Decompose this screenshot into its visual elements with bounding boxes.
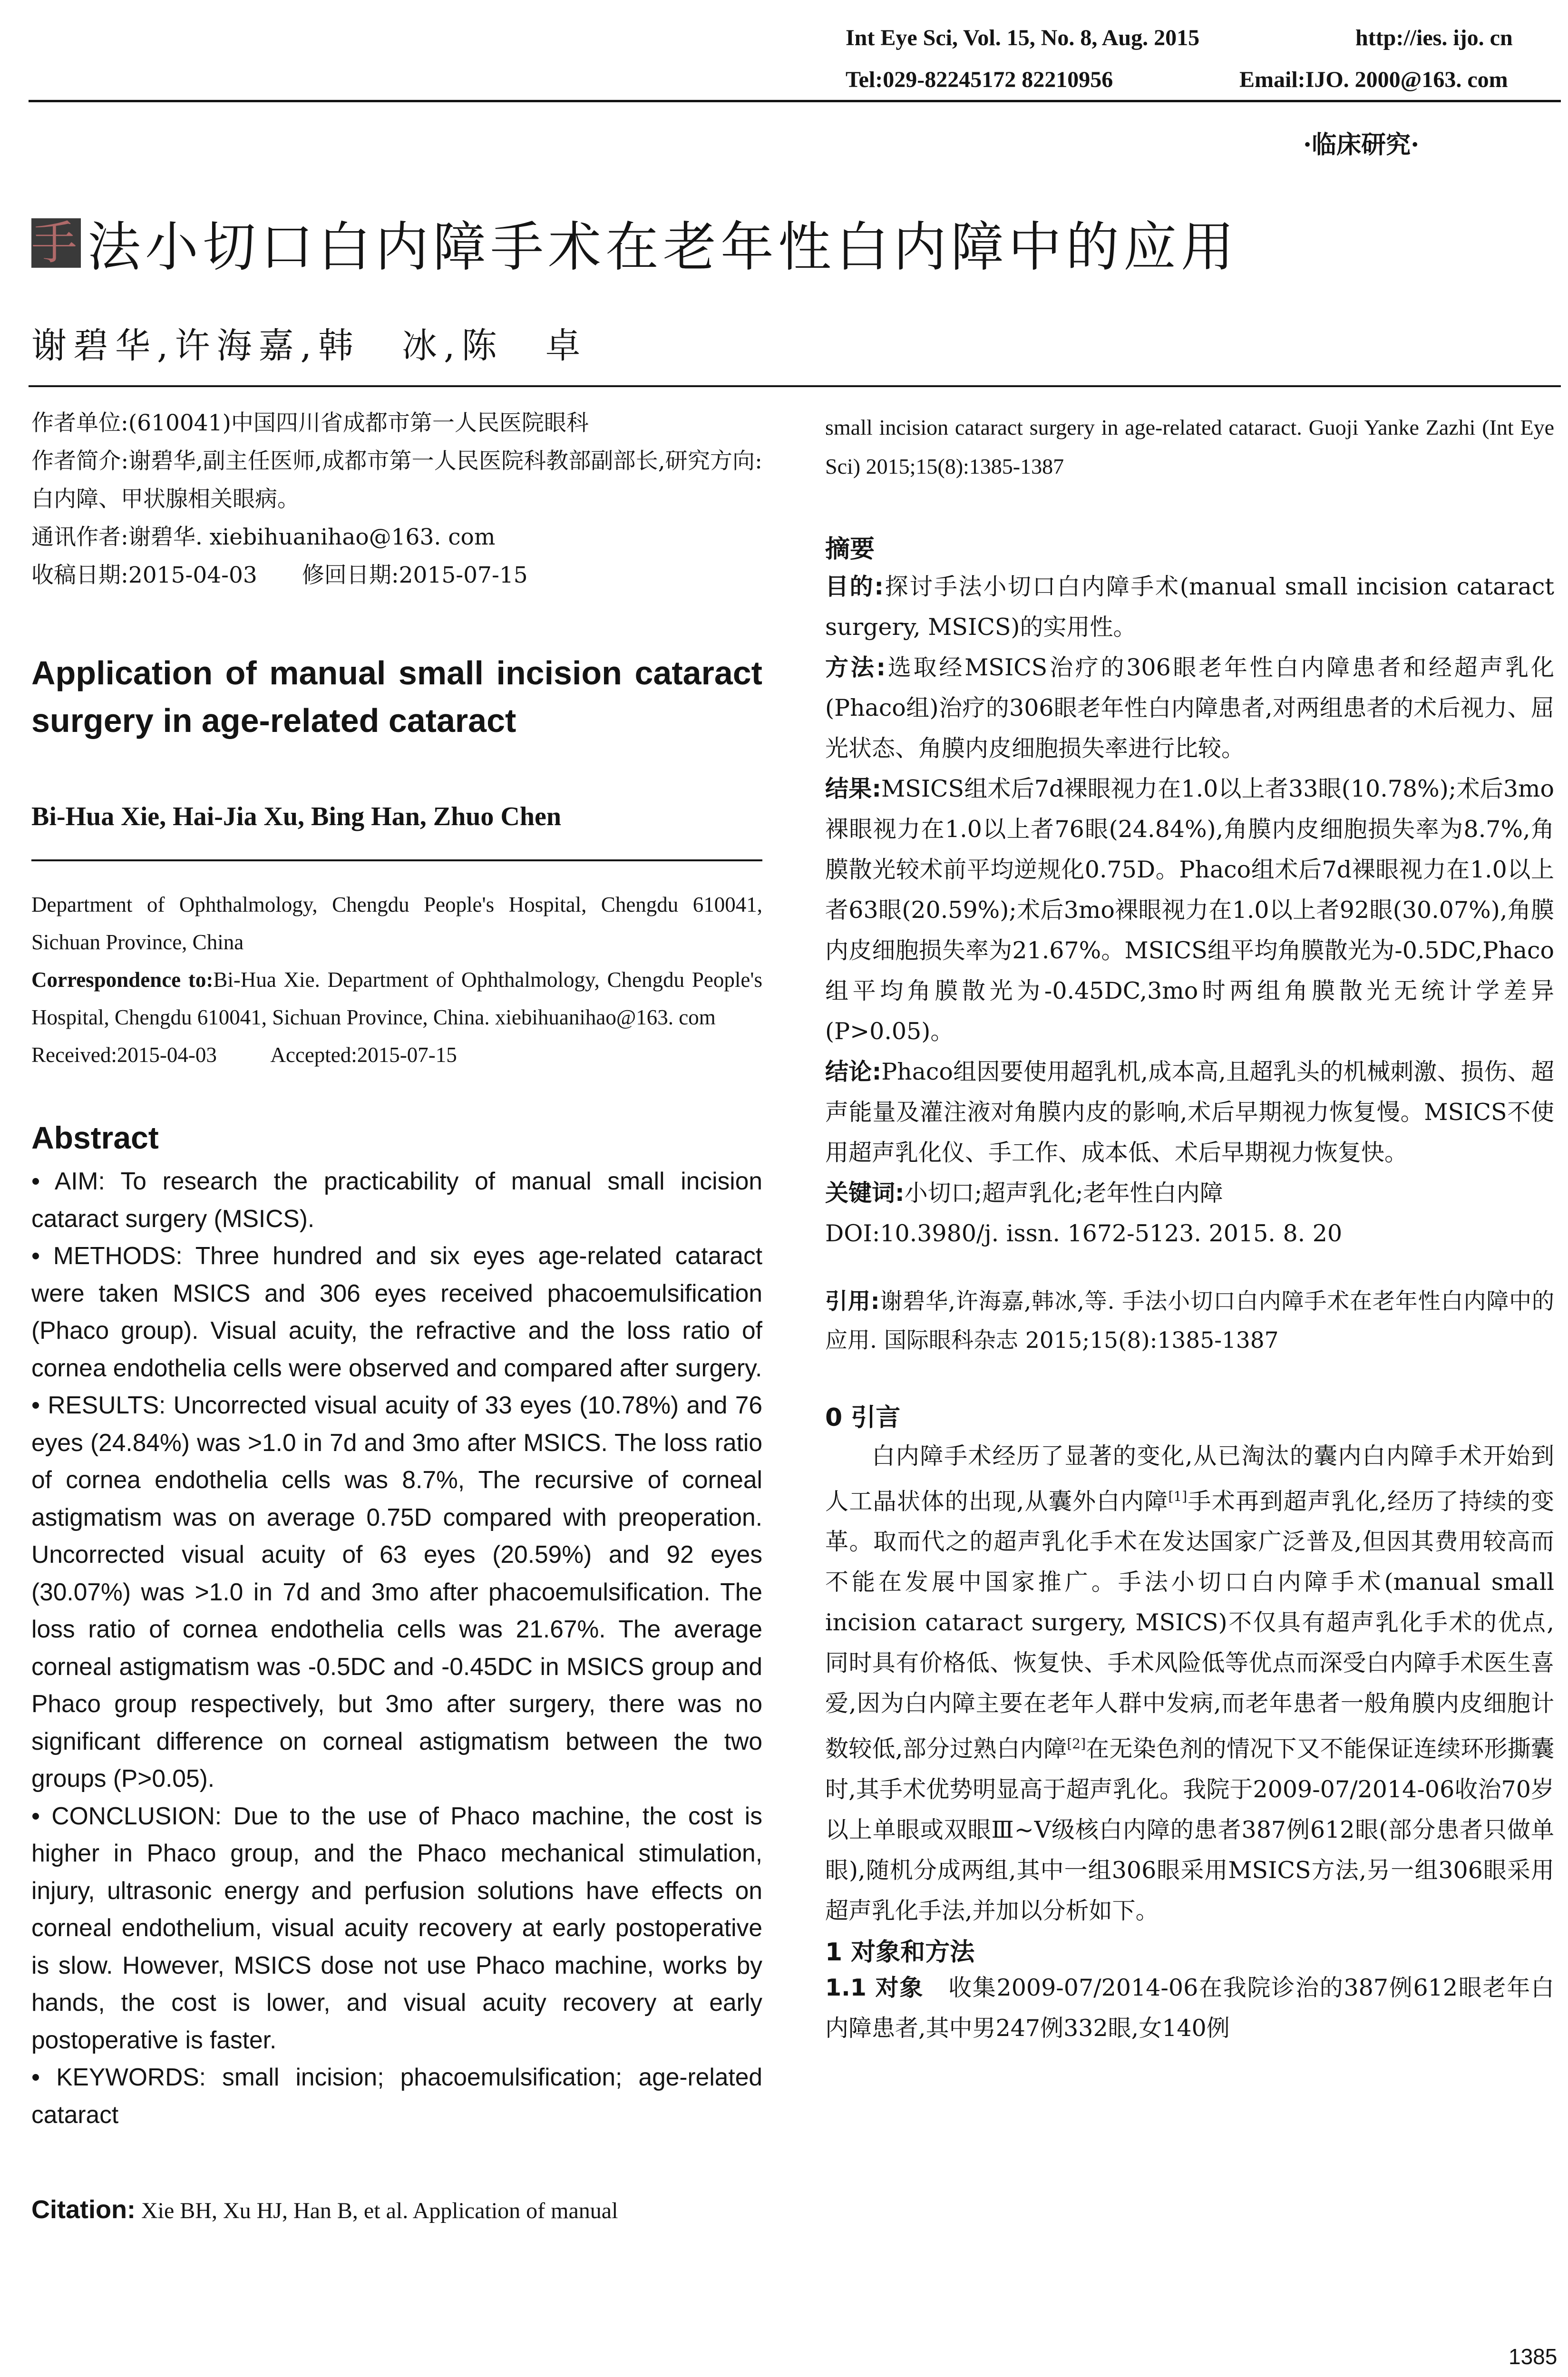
right-column (825, 408, 1554, 2048)
section-tag: ·临床研究· (1303, 130, 1420, 159)
english-title: Application of manual small incision cataract surgery in age-related cataract (31, 654, 762, 739)
cn-results-text: MSICS组术后7d裸眼视力在1.0以上者33眼(10.78%);术后3mo裸眼视力在1.0以上者76眼(24.84%),角膜内皮细胞损失率为8.7%,角膜散光较术前平均逆规化0.75D。Phaco组术后7d裸眼视力在1.0以上者63眼(20.59%);术后3mo裸眼视力在1.0以上者92眼(30.07%),角膜内皮细胞损失率为21.67%。MSICS组平均角膜散光为-0.5DC,Phaco组平均角膜散光为-0.45DC,3mo时两组角膜散光无统计学差异(P>0.05)。 (825, 775, 1555, 1045)
affiliation: 作者单位:(610041)中国四川省成都市第一人民医院眼科 (31, 410, 589, 436)
cn-conclusion-label: 结论: (825, 1058, 882, 1085)
correspondence-label: Correspondence to: (31, 968, 214, 992)
authors-cn: 谢碧华,许海嘉,韩 冰,陈 卓 (31, 325, 587, 366)
abstract-conclusion: • CONCLUSION: Due to the use of Phaco machine, the cost is higher in Phaco group, and the Phaco mechanical stimulation, injury, ultrasonic energy and perfusion solutions have effects on corneal endothelium, visual acuity recovery at early postoperative is slow. However, MSICS dose not use Phaco machine, works by hands, the cost is lower, and visual acuity recovery at early postoperative is faster. (31, 1802, 762, 2054)
correspondence-text: Bi-Hua Xie. Department of Ophthalmology, Chengdu People's Hospital, Chengdu 610041, Sichuan Province, China. xiebihuanihao@163. com (31, 968, 762, 1029)
cn-abstract (825, 566, 1554, 1254)
abstract-methods: • METHODS: Three hundred and six eyes age-related cataract were taken MSICS and 306 eyes received phacoemulsification (Phaco group). Visual acuity, the refractive and the loss ratio of cornea endothelia cells were observed and compared after surgery. (31, 1242, 762, 1382)
cn-results (825, 769, 1554, 1052)
journal-tel: Tel:029-82245172 82210956 (846, 67, 1113, 92)
citation-cn-label: 引用: (825, 1288, 880, 1315)
title-rule (29, 385, 1561, 387)
cn-conclusion (825, 1052, 1554, 1173)
citation-cn-text: 谢碧华,许海嘉,韩冰,等. 手法小切口白内障手术在老年性白内障中的应用. 国际眼科杂志 2015;15(8):1385-1387 (825, 1288, 1554, 1354)
abstract-aim: • AIM: To research the practicability of manual small incision cataract surgery (MSICS). (31, 1167, 762, 1232)
received-date: Received:2015-04-03 (31, 1043, 217, 1067)
author-info (31, 404, 762, 594)
accepted-date: Accepted:2015-07-15 (270, 1043, 457, 1067)
cn-results-label: 结果: (825, 775, 881, 802)
english-authors: Bi-Hua Xie, Hai-Jia Xu, Bing Han, Zhuo Chen (31, 802, 562, 831)
correspondence (31, 961, 762, 1036)
methods-sub-text: 收集2009-07/2014-06在我院诊治的387例612眼老年白内障患者,其中男247例332眼,女140例 (825, 1974, 1554, 2042)
author-bio: 作者简介:谢碧华,副主任医师,成都市第一人民医院科教部副部长,研究方向:白内障、甲状腺相关眼病。 (31, 448, 762, 512)
department-block (31, 886, 762, 1074)
intro-body (825, 1436, 1554, 1931)
cn-methods-text: 选取经MSICS治疗的306眼老年性白内障患者和经超声乳化(Phaco组)治疗的306眼老年性白内障患者,对两组患者的术后视力、屈光状态、角膜内皮细胞损失率进行比较。 (825, 654, 1554, 762)
abstract-heading: Abstract (31, 1120, 159, 1155)
journal-line: Int Eye Sci, Vol. 15, No. 8, Aug. 2015 (846, 25, 1200, 50)
page-number: 1385 (1509, 2344, 1558, 2369)
received-dates: 收稿日期:2015-04-03 修回日期:2015-07-15 (31, 562, 528, 588)
department: Department of Ophthalmology, Chengdu People's Hospital, Chengdu 610041, Sichuan Province, China (31, 893, 762, 954)
received-accepted (31, 1036, 762, 1074)
cn-aim-text: 探讨手法小切口白内障手术(manual small incision cataract surgery, MSICS)的实用性。 (825, 573, 1554, 641)
intro-heading: 0 引言 (825, 1403, 901, 1432)
cn-abstract-heading: 摘要 (825, 535, 875, 564)
citation-text-start: Xie BH, Xu HJ, Han B, et al. Application of manual (141, 2198, 618, 2223)
abstract-body (31, 1162, 762, 2133)
citation-cn (825, 1282, 1554, 1360)
cn-aim-label: 目的: (825, 573, 884, 600)
abstract-results: • RESULTS: Uncorrected visual acuity of 33 eyes (10.78%) and 76 eyes (24.84%) was >1.0 in 7d and 3mo after MSICS. The loss ratio of cornea endothelia cells was 8.7%, The recursive of corneal astigmatism was on average 0.75D compared with preoperation. Uncorrected visual acuity of 63 eyes (20.59%) and 92 eyes (30.07%) was >1.0 in 7d and 3mo after phacoemulsification. The loss ratio of cornea endothelia cells was 21.67%. The average corneal astigmatism was -0.5DC and -0.45DC in MSICS group and Phaco group respectively, but 3mo after surgery, there was no significant difference on corneal astigmatism between the two groups (P>0.05). (31, 1391, 762, 1792)
cn-keywords (825, 1173, 1554, 1213)
cn-conclusion-text: Phaco组因要使用超乳机,成本高,且超乳头的机械刺激、损伤、超声能量及灌注液对角膜内皮的影响,术后早期视力恢复慢。MSICS不使用超声乳化仪、手工作、成本低、术后早期视力恢复快。 (825, 1058, 1554, 1166)
page-title (31, 205, 1238, 281)
cn-aim (825, 566, 1554, 647)
intro-paragraph (825, 1436, 1554, 1931)
title-text: 法小切口白内障手术在老年性白内障中的应用 (88, 216, 1238, 278)
journal-url[interactable]: http://ies. ijo. cn (1355, 25, 1513, 50)
cn-methods-label: 方法: (825, 654, 886, 681)
citation-en (31, 2195, 762, 2224)
methods-heading: 1 对象和方法 (825, 1938, 975, 1967)
intro-text-a: 白内障手术经历了显著的变化,从已淘汰的囊内白内障手术开始到人工晶状体的出现,从囊外白内障 (825, 1442, 1554, 1515)
methods-subject (825, 1968, 1554, 2048)
ref-1[interactable]: [1] (1168, 1489, 1188, 1504)
intro-text-b: 手术再到超声乳化,经历了持续的变革。取而代之的超声乳化手术在发达国家广泛普及,但因其费用较高而不能在发展中国家推广。手法小切口白内障手术(manual small incision cataract surgery, MSICS)不仅具有超声乳化手术的优点,同时具有价格低、恢复快、手术风险低等优点而深受白内障手术医生喜爱,因为白内障主要在老年人群中发病,而老年患者一般角膜内皮细胞计数较低,部分过熟白内障 (825, 1488, 1554, 1763)
citation-label: Citation: (31, 2195, 136, 2224)
citation-en-cont: small incision cataract surgery in age-related cataract. Guoji Yanke Zazhi (Int Eye Sci) 2015;15(8):1385-1387 (825, 415, 1554, 478)
title-first-char: 手 (31, 216, 81, 270)
corresponding-author: 通讯作者:谢碧华. xiebihuanihao@163. com (31, 524, 496, 550)
authors-rule (31, 859, 762, 861)
cn-keywords-label: 关键词: (825, 1179, 905, 1207)
methods-sub-label: 1.1 对象 (825, 1974, 924, 2001)
intro-text-c: 在无染色剂的情况下又不能保证连续环形撕囊时,其手术优势明显高于超声乳化。我院于2009-07/2014-06收治70岁以上单眼或双眼Ⅲ~Ⅴ级核白内障的患者387例612眼(部分患者只做单眼),随机分成两组,其中一组306眼采用MSICS方法,另一组306眼采用超声乳化手法,并加以分析如下。 (825, 1735, 1554, 1924)
ref-2[interactable]: [2] (1067, 1736, 1086, 1752)
doi[interactable]: DOI:10.3980/j. issn. 1672-5123. 2015. 8. 20 (825, 1220, 1343, 1247)
cn-keywords-text: 小切口;超声乳化;老年性白内障 (904, 1179, 1223, 1207)
journal-email[interactable]: Email:IJO. 2000@163. com (1239, 67, 1508, 92)
left-column (31, 404, 762, 2224)
header-rule (29, 100, 1561, 102)
abstract-keywords: • KEYWORDS: small incision; phacoemulsification; age-related cataract (31, 2063, 762, 2128)
cn-methods (825, 647, 1554, 769)
